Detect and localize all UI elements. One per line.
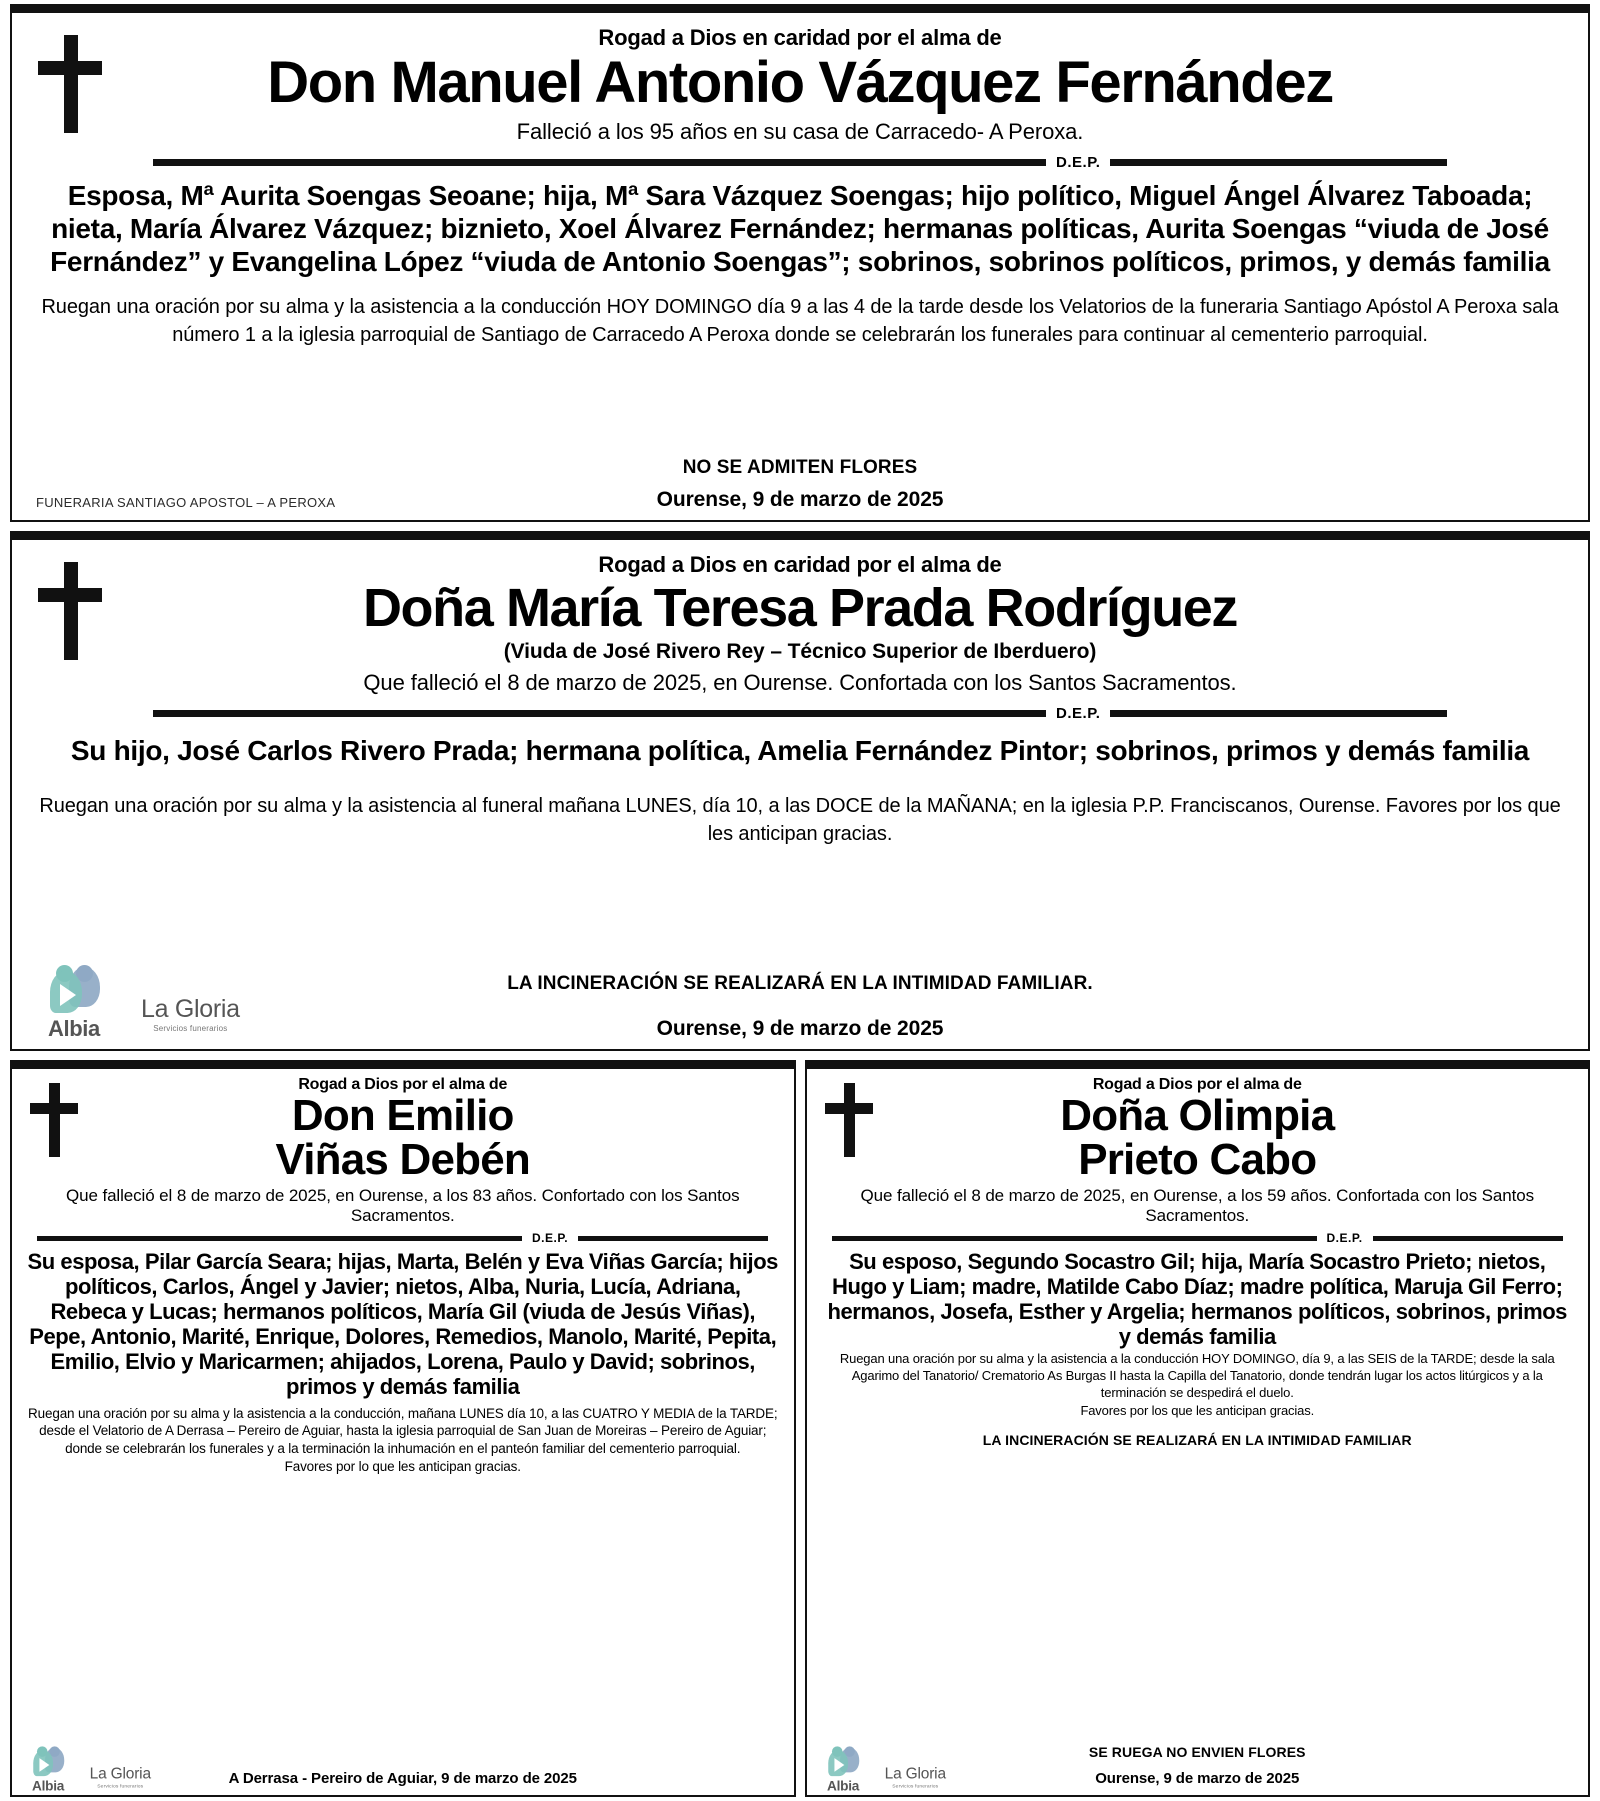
dep-label: D.E.P. bbox=[1056, 705, 1101, 723]
albia-wordmark: Albia bbox=[826, 1777, 859, 1794]
la-gloria-block bbox=[141, 997, 240, 1037]
death-details: Que falleció el 8 de marzo de 2025, en Ourense. Confortada con los Santos Sacramentos. bbox=[363, 670, 1237, 696]
dep-label: D.E.P. bbox=[1326, 1231, 1363, 1246]
obituary-card-maria-teresa-prada-rodriguez bbox=[10, 531, 1590, 1051]
deceased-name-line2: Prieto Cabo bbox=[1078, 1135, 1317, 1184]
albia-brand-block bbox=[32, 1746, 84, 1794]
albia-la-gloria-logo bbox=[826, 1746, 946, 1794]
albia-brand-block bbox=[48, 965, 132, 1041]
albia-brand-block bbox=[826, 1746, 879, 1794]
service-details: Ruegan una oración por su alma y la asistencia al funeral mañana LUNES, día 10, a las DOCE de la MAÑANA; en la iglesia P.P. Franciscanos, Ourense. Favores por los que les anticipan gracias. bbox=[39, 795, 1561, 845]
funeral-home-credit: FUNERARIA SANTIAGO APOSTOL – A PEROXA bbox=[36, 495, 336, 510]
dep-rule-left bbox=[153, 159, 1046, 166]
flowers-notice: NO SE ADMITEN FLORES bbox=[682, 457, 918, 478]
la-gloria-block bbox=[884, 1766, 945, 1791]
latin-cross-icon bbox=[38, 35, 102, 133]
latin-cross-icon bbox=[38, 562, 102, 660]
latin-cross-icon bbox=[825, 1083, 873, 1157]
bottom-obituary-row bbox=[10, 1060, 1590, 1797]
albia-wordmark: Albia bbox=[32, 1777, 65, 1794]
dep-divider bbox=[153, 705, 1447, 722]
obituary-card-emilio-vinas-deben bbox=[10, 1060, 796, 1797]
obituary-footer bbox=[30, 457, 1570, 512]
dep-label: D.E.P. bbox=[1056, 154, 1101, 172]
dep-rule-right bbox=[1373, 1236, 1563, 1241]
la-gloria-block bbox=[90, 1766, 151, 1791]
dep-divider bbox=[37, 1231, 768, 1245]
dep-rule-right bbox=[578, 1236, 768, 1241]
deceased-name-line1: Doña Olimpia bbox=[1060, 1091, 1335, 1140]
invocation-line: Rogad a Dios por el alma de bbox=[1092, 1076, 1302, 1093]
dep-label: D.E.P. bbox=[532, 1231, 569, 1246]
spacer bbox=[30, 848, 1570, 967]
family-list: Su esposo, Segundo Socastro Gil; hija, María Socastro Prieto; nietos, Hugo y Liam; madre, Matilde Cabo Díaz; madre política, Maruja Gil Ferro; hermanos, Josefa, Esther y Argelia; hermanos políticos, sobrinos, primos y demás familia bbox=[827, 1249, 1567, 1350]
place-and-date: Ourense, 9 de marzo de 2025 bbox=[656, 488, 944, 511]
dep-divider bbox=[153, 154, 1447, 171]
cremation-notice: LA INCINERACIÓN SE REALIZARÁ EN LA INTIMIDAD FAMILIAR. bbox=[507, 973, 1093, 994]
albia-people-icon bbox=[48, 965, 102, 1015]
la-gloria-tagline: Servicios funerarios bbox=[153, 1024, 228, 1033]
invocation-line: Rogad a Dios en caridad por el alma de bbox=[598, 552, 1002, 577]
family-list: Esposa, Mª Aurita Soengas Seoane; hija, Mª Sara Vázquez Soengas; hijo político, Miguel Ángel Álvarez Taboada; nieta, María Álvarez Vázquez; biznieto, Xoel Álvarez Fernández; hermanas políticas, Aurita Soengas “viuda de José Fernández” y Evangelina López “viuda de Antonio Soengas”; sobrinos, sobrinos políticos, primos, y demás familia bbox=[50, 180, 1550, 278]
obituary-footer bbox=[821, 1744, 1575, 1794]
spacer bbox=[821, 1448, 1575, 1742]
service-details: Ruegan una oración por su alma y la asistencia a la conducción HOY DOMINGO día 9 a las 4 de la tarde desde los Velatorios de la funeraria Santiago Apóstol A Peroxa sala número 1 a la iglesia parroquial de Santiago de Carracedo A Peroxa donde se celebrarán los funerales para continuar al cementerio parroquial. bbox=[41, 296, 1559, 346]
obituary-footer bbox=[30, 973, 1570, 1041]
place-and-date: A Derrasa - Pereiro de Aguiar, 9 de marzo de 2025 bbox=[228, 1770, 577, 1787]
dep-rule-left bbox=[153, 710, 1046, 717]
dep-rule-left bbox=[37, 1236, 522, 1241]
spacer bbox=[30, 350, 1570, 439]
albia-la-gloria-logo bbox=[32, 1746, 151, 1794]
deceased-name: Don Manuel Antonio Vázquez Fernández bbox=[267, 50, 1333, 115]
la-gloria-name: La Gloria bbox=[141, 995, 240, 1023]
deceased-name: Doña María Teresa Prada Rodríguez bbox=[362, 578, 1238, 638]
invocation-line: Rogad a Dios por el alma de bbox=[298, 1076, 508, 1093]
obituary-card-manuel-antonio-vazquez-fernandez bbox=[10, 4, 1590, 522]
death-details: Falleció a los 95 años en su casa de Carracedo- A Peroxa. bbox=[516, 119, 1084, 145]
dep-rule-left bbox=[832, 1236, 1317, 1241]
service-details: Ruegan una oración por su alma y la asistencia a la conducción HOY DOMINGO, día 9, a las SEIS de la TARDE; desde la sala Agarimo del Tanatorio/ Crematorio As Burgas II hasta la Capilla del Tanatorio, donde tendrán lugar los actos litúrgicos y a la terminación se despedirá el duelo. bbox=[839, 1351, 1555, 1401]
latin-cross-icon bbox=[30, 1083, 78, 1157]
thanks-line: Favores por los que les anticipan gracias. bbox=[1080, 1403, 1315, 1419]
la-gloria-tagline: Servicios funerarios bbox=[97, 1782, 144, 1789]
invocation-line: Rogad a Dios en caridad por el alma de bbox=[598, 25, 1002, 50]
place-and-date: Ourense, 9 de marzo de 2025 bbox=[1095, 1770, 1300, 1787]
cremation-notice: LA INCINERACIÓN SE REALIZARÁ EN LA INTIMIDAD FAMILIAR bbox=[982, 1431, 1412, 1448]
family-list: Su esposa, Pilar García Seara; hijas, Marta, Belén y Eva Viñas García; hijos políticos, Carlos, Ángel y Javier; nietos, Alba, Nuria, Lucía, Adriana, Rebeca y Lucas; hermanos políticos, María Gil (viuda de Jesús Viñas), Pepe, Antonio, Marité, Enrique, Dolores, Remedios, Manolo, Marité, Pepita, Emilio, Elvio y Maricarmen; ahijados, Lorena, Paulo y David; sobrinos, primos y demás familia bbox=[27, 1249, 778, 1400]
albia-people-icon bbox=[32, 1746, 65, 1777]
place-and-date: Ourense, 9 de marzo de 2025 bbox=[656, 1017, 944, 1040]
la-gloria-name: La Gloria bbox=[89, 1764, 151, 1783]
flowers-notice: SE RUEGA NO ENVIEN FLORES bbox=[1088, 1744, 1306, 1760]
footer-center-block bbox=[657, 457, 944, 512]
la-gloria-name: La Gloria bbox=[884, 1764, 946, 1783]
family-list: Su hijo, José Carlos Rivero Prada; hermana política, Amelia Fernández Pintor; sobrinos, primos y demás familia bbox=[70, 735, 1530, 767]
albia-wordmark: Albia bbox=[48, 1016, 100, 1041]
death-details: Que falleció el 8 de marzo de 2025, en Ourense, a los 59 años. Confortada con los Santos Sacramentos. bbox=[860, 1186, 1535, 1226]
thanks-line: Favores por lo que les anticipan gracias. bbox=[284, 1459, 521, 1475]
deceased-qualifier: (Viuda de José Rivero Rey – Técnico Superior de Iberduero) bbox=[503, 640, 1097, 664]
la-gloria-tagline: Servicios funerarios bbox=[891, 1782, 938, 1789]
dep-rule-right bbox=[1110, 710, 1446, 717]
spacer bbox=[26, 1476, 780, 1768]
albia-la-gloria-logo bbox=[48, 965, 240, 1041]
obituary-footer bbox=[26, 1764, 780, 1794]
deceased-name-line1: Don Emilio bbox=[291, 1091, 514, 1140]
albia-people-icon bbox=[827, 1746, 860, 1777]
deceased-name-line2: Viñas Debén bbox=[275, 1135, 530, 1184]
obituary-card-olimpia-prieto-cabo bbox=[805, 1060, 1591, 1797]
dep-divider bbox=[832, 1231, 1563, 1245]
dep-rule-right bbox=[1110, 159, 1446, 166]
service-details: Ruegan una oración por su alma y la asistencia a la conducción, mañana LUNES día 10, a las CUATRO Y MEDIA de la TARDE; desde el Velatorio de A Derrasa – Pereiro de Aguiar, hasta la iglesia parroquial de San Juan de Moreiras – Pereiro de Aguiar; donde se celebrarán los funerales y a la terminación la inhumación en el panteón familiar del cementerio parroquial. bbox=[28, 1405, 778, 1456]
death-details: Que falleció el 8 de marzo de 2025, en Ourense, a los 83 años. Confortado con los Santos Sacramentos. bbox=[65, 1186, 740, 1226]
